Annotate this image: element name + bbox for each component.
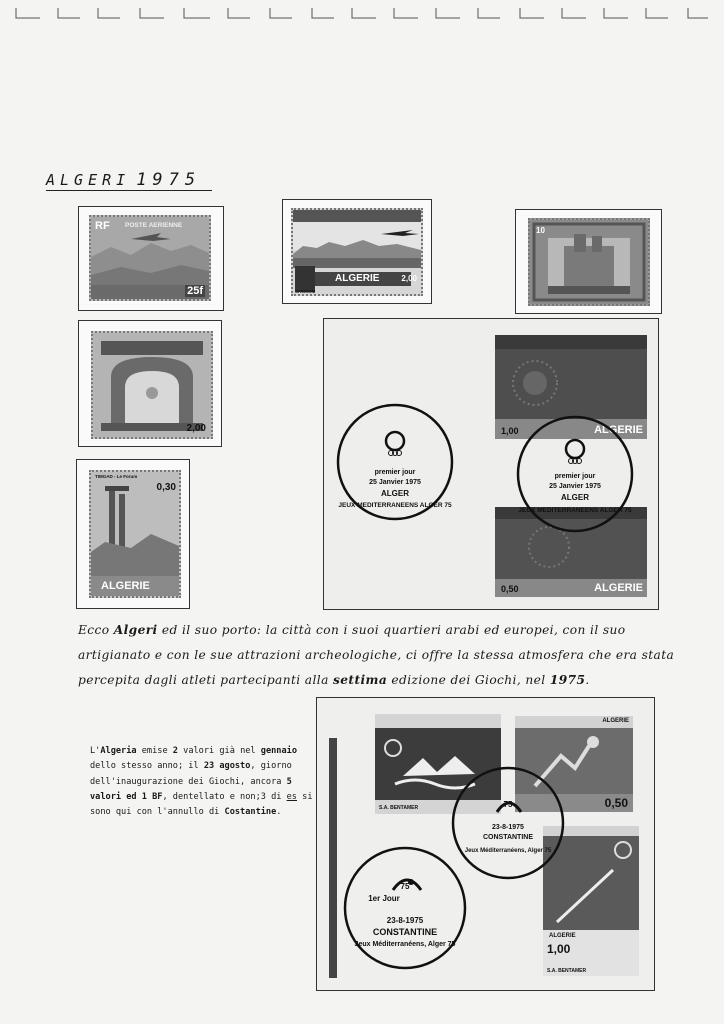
stamp-country: ALGERIE	[549, 933, 576, 939]
postmark-date: 23-8-1975	[386, 916, 424, 925]
note-part: valori già nel	[177, 746, 261, 756]
stamp-value: 25f	[187, 285, 203, 297]
note-part: , dentellato e non;3 di	[162, 791, 287, 802]
postmark-ring: JEUX MEDITERRANEENS ALGER 75	[338, 502, 452, 509]
title-year: 1975	[136, 170, 202, 190]
stamp-country: ALGERIE	[335, 273, 380, 284]
caption-bold-settima: settima	[333, 673, 388, 687]
first-day-cover-constantine	[316, 697, 655, 991]
page-title	[46, 170, 201, 190]
stamp-country: ALGERIE	[594, 582, 643, 594]
postmark-ring: JEUX MEDITERRANEENS ALGER 75	[518, 507, 632, 514]
stamp-value: 10	[536, 226, 545, 235]
note-bold: 5	[286, 776, 292, 787]
postmark-date: 23-8-1975	[492, 824, 524, 831]
stamp-algerie-2-00	[291, 208, 423, 296]
note-bold: valori ed 1 BF	[90, 791, 163, 802]
stamp-mount-5	[76, 459, 190, 609]
stamp-country: ALGERIE	[602, 718, 629, 724]
stamp-country: ALGERIE	[101, 580, 150, 592]
stamp-value: 2,00	[186, 423, 206, 434]
note-part: dello stesso anno; il	[90, 761, 204, 772]
stamp-value: 1,00	[501, 426, 519, 436]
postmark-day: premier jour	[374, 469, 416, 476]
cover-edge-bar	[329, 738, 337, 978]
note-text	[90, 744, 315, 820]
caption-bold-algeri: Algeri	[113, 623, 158, 637]
note-part: si sono qui con l'annullo di	[90, 791, 313, 818]
caption-text	[78, 618, 678, 693]
stamp-airmail-25f	[89, 215, 211, 301]
caption-bold-year: 1975	[549, 673, 586, 687]
note-part: emise	[136, 746, 173, 756]
stamp-mount-1	[78, 206, 224, 311]
title-underline	[46, 190, 212, 191]
postmark-ring: Jeux Méditerranéens, Alger 75	[354, 941, 456, 948]
stamp-mount-4	[78, 320, 222, 447]
stamp-mount-2	[282, 199, 432, 304]
stamp-arch-2-00	[91, 331, 213, 439]
postmark-day: 1er Jour	[368, 894, 400, 903]
postmark-city: ALGER	[381, 489, 409, 498]
stamp-value: 0,30	[156, 482, 176, 493]
note-part: L'	[90, 746, 101, 756]
stamp-label: TIMGAD - Le Forum	[95, 474, 138, 479]
caption-part: .	[585, 673, 590, 687]
stamp-value: 0,50	[604, 796, 628, 810]
postmark-city: CONSTANTINE	[482, 834, 534, 841]
note-bold: Algeria	[100, 746, 137, 756]
postmark-number: 75	[503, 800, 513, 809]
stamp-value: 2,00	[401, 274, 417, 283]
binder-tick-marks	[0, 6, 724, 22]
postmark-day: premier jour	[554, 473, 596, 480]
stamp-designer: S.A. BENTAMER	[547, 968, 587, 974]
note-part: , giorno dell'inaugurazione dei Giochi, ancora	[90, 761, 292, 787]
stamp-designer: S.A. BENTAMER	[379, 805, 419, 811]
note-underlined: es	[286, 791, 297, 802]
stamp-timgad-0-30	[89, 470, 181, 598]
postmark-constantine-lower	[341, 844, 469, 972]
stamp-designer: SAMSOM	[295, 289, 316, 294]
stamp-mount-3	[515, 209, 662, 314]
stamp-arch-picture	[93, 333, 211, 437]
caption-part: ed il suo porto: la città con i suoi quartieri arabi ed europei, con il suo artigianato e con le sue attrazioni archeologiche, ci offre la stessa atmosfera che era stata percepita dagli atleti partecipanti alla	[78, 623, 675, 687]
postmark-city: CONSTANTINE	[372, 927, 438, 937]
caption-part: edizione dei Giochi, nel	[387, 673, 550, 687]
note-bold: 23 agosto	[203, 761, 251, 772]
postmark-ring: Jeux Méditerranéens, Alger 75	[464, 848, 552, 854]
note-bold: gennaio	[260, 746, 297, 756]
postmark-date: 25 Janvier 1975	[549, 483, 601, 490]
stamp-subtitle: POSTE AERIENNE	[125, 222, 183, 229]
stamp-building-10	[528, 218, 650, 306]
stamp-value: 1,00	[547, 942, 571, 956]
first-day-cover-alger	[323, 318, 659, 610]
title-word: ALGERI	[46, 171, 131, 189]
caption-part: Ecco	[78, 623, 114, 637]
stamp-value: 0,50	[501, 584, 519, 594]
postmark-city: ALGER	[561, 493, 589, 502]
stamp-country-rf: RF	[95, 220, 110, 232]
stamp-building-picture	[530, 220, 648, 304]
postmark-date: 25 Janvier 1975	[369, 479, 421, 486]
postmark-number: 75	[400, 882, 410, 891]
note-part: .	[276, 807, 282, 818]
stamp-country: ALGERIE	[594, 424, 643, 436]
note-bold: 2	[172, 746, 178, 756]
note-bold: Costantine	[224, 807, 277, 818]
